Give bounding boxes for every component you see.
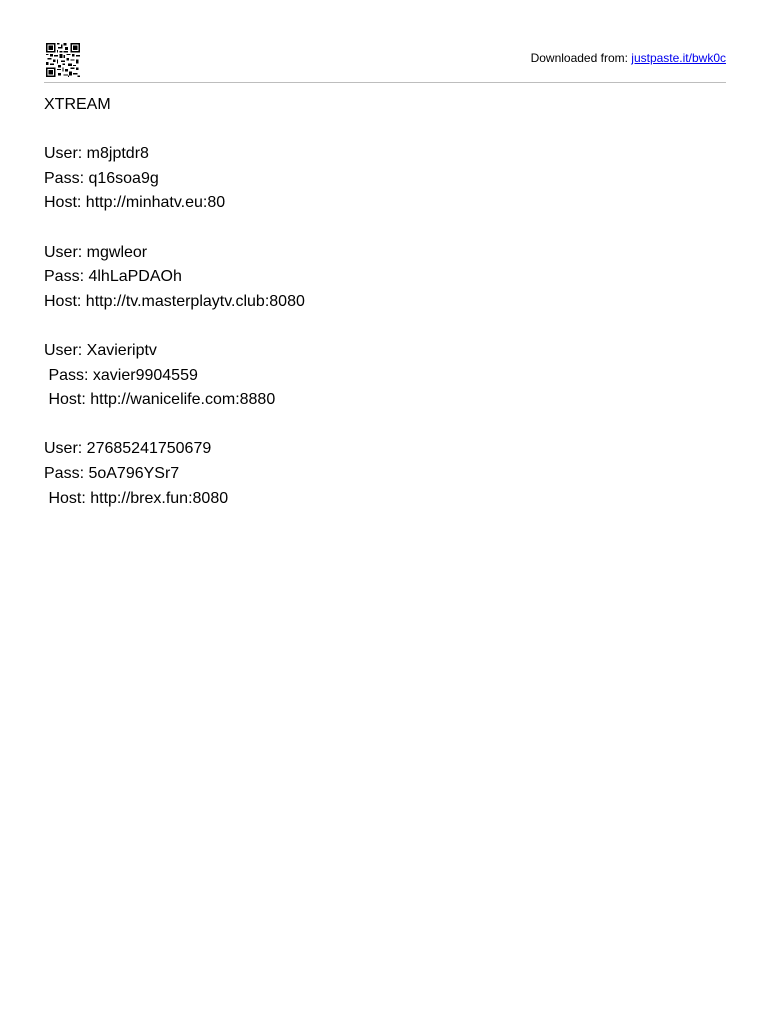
pass-line: Pass: 4lhLaPDAOh (44, 268, 182, 286)
user-line: User: Xavieriptv (44, 341, 157, 359)
pass-line: Pass: 5oA796YSr7 (44, 464, 180, 482)
pass-line: Pass: q16soa9g (44, 169, 159, 187)
download-source (531, 51, 726, 65)
document-title: XTREAM (44, 96, 111, 113)
credential-entry (44, 339, 724, 413)
user-line: User: m8jptdr8 (44, 145, 149, 163)
downloaded-label: Downloaded from: (530, 51, 632, 65)
host-line: Host: http://wanicelife.com:8880 (44, 391, 276, 409)
page-header (44, 42, 726, 83)
credential-entry (44, 437, 724, 511)
host-line: Host: http://brex.fun:8080 (44, 489, 229, 507)
host-line: Host: http://tv.masterplaytv.club:8080 (44, 292, 305, 310)
host-line: Host: http://minhatv.eu:80 (44, 194, 226, 212)
credential-entry (44, 142, 724, 216)
source-link[interactable]: justpaste.it/bwk0c (631, 51, 726, 65)
user-line: User: mgwleor (44, 243, 148, 261)
user-line: User: 27685241750679 (44, 440, 212, 458)
pass-line: Pass: xavier9904559 (44, 366, 198, 384)
credential-entry (44, 241, 724, 315)
document-body (44, 93, 724, 511)
qr-code-icon (46, 43, 80, 77)
